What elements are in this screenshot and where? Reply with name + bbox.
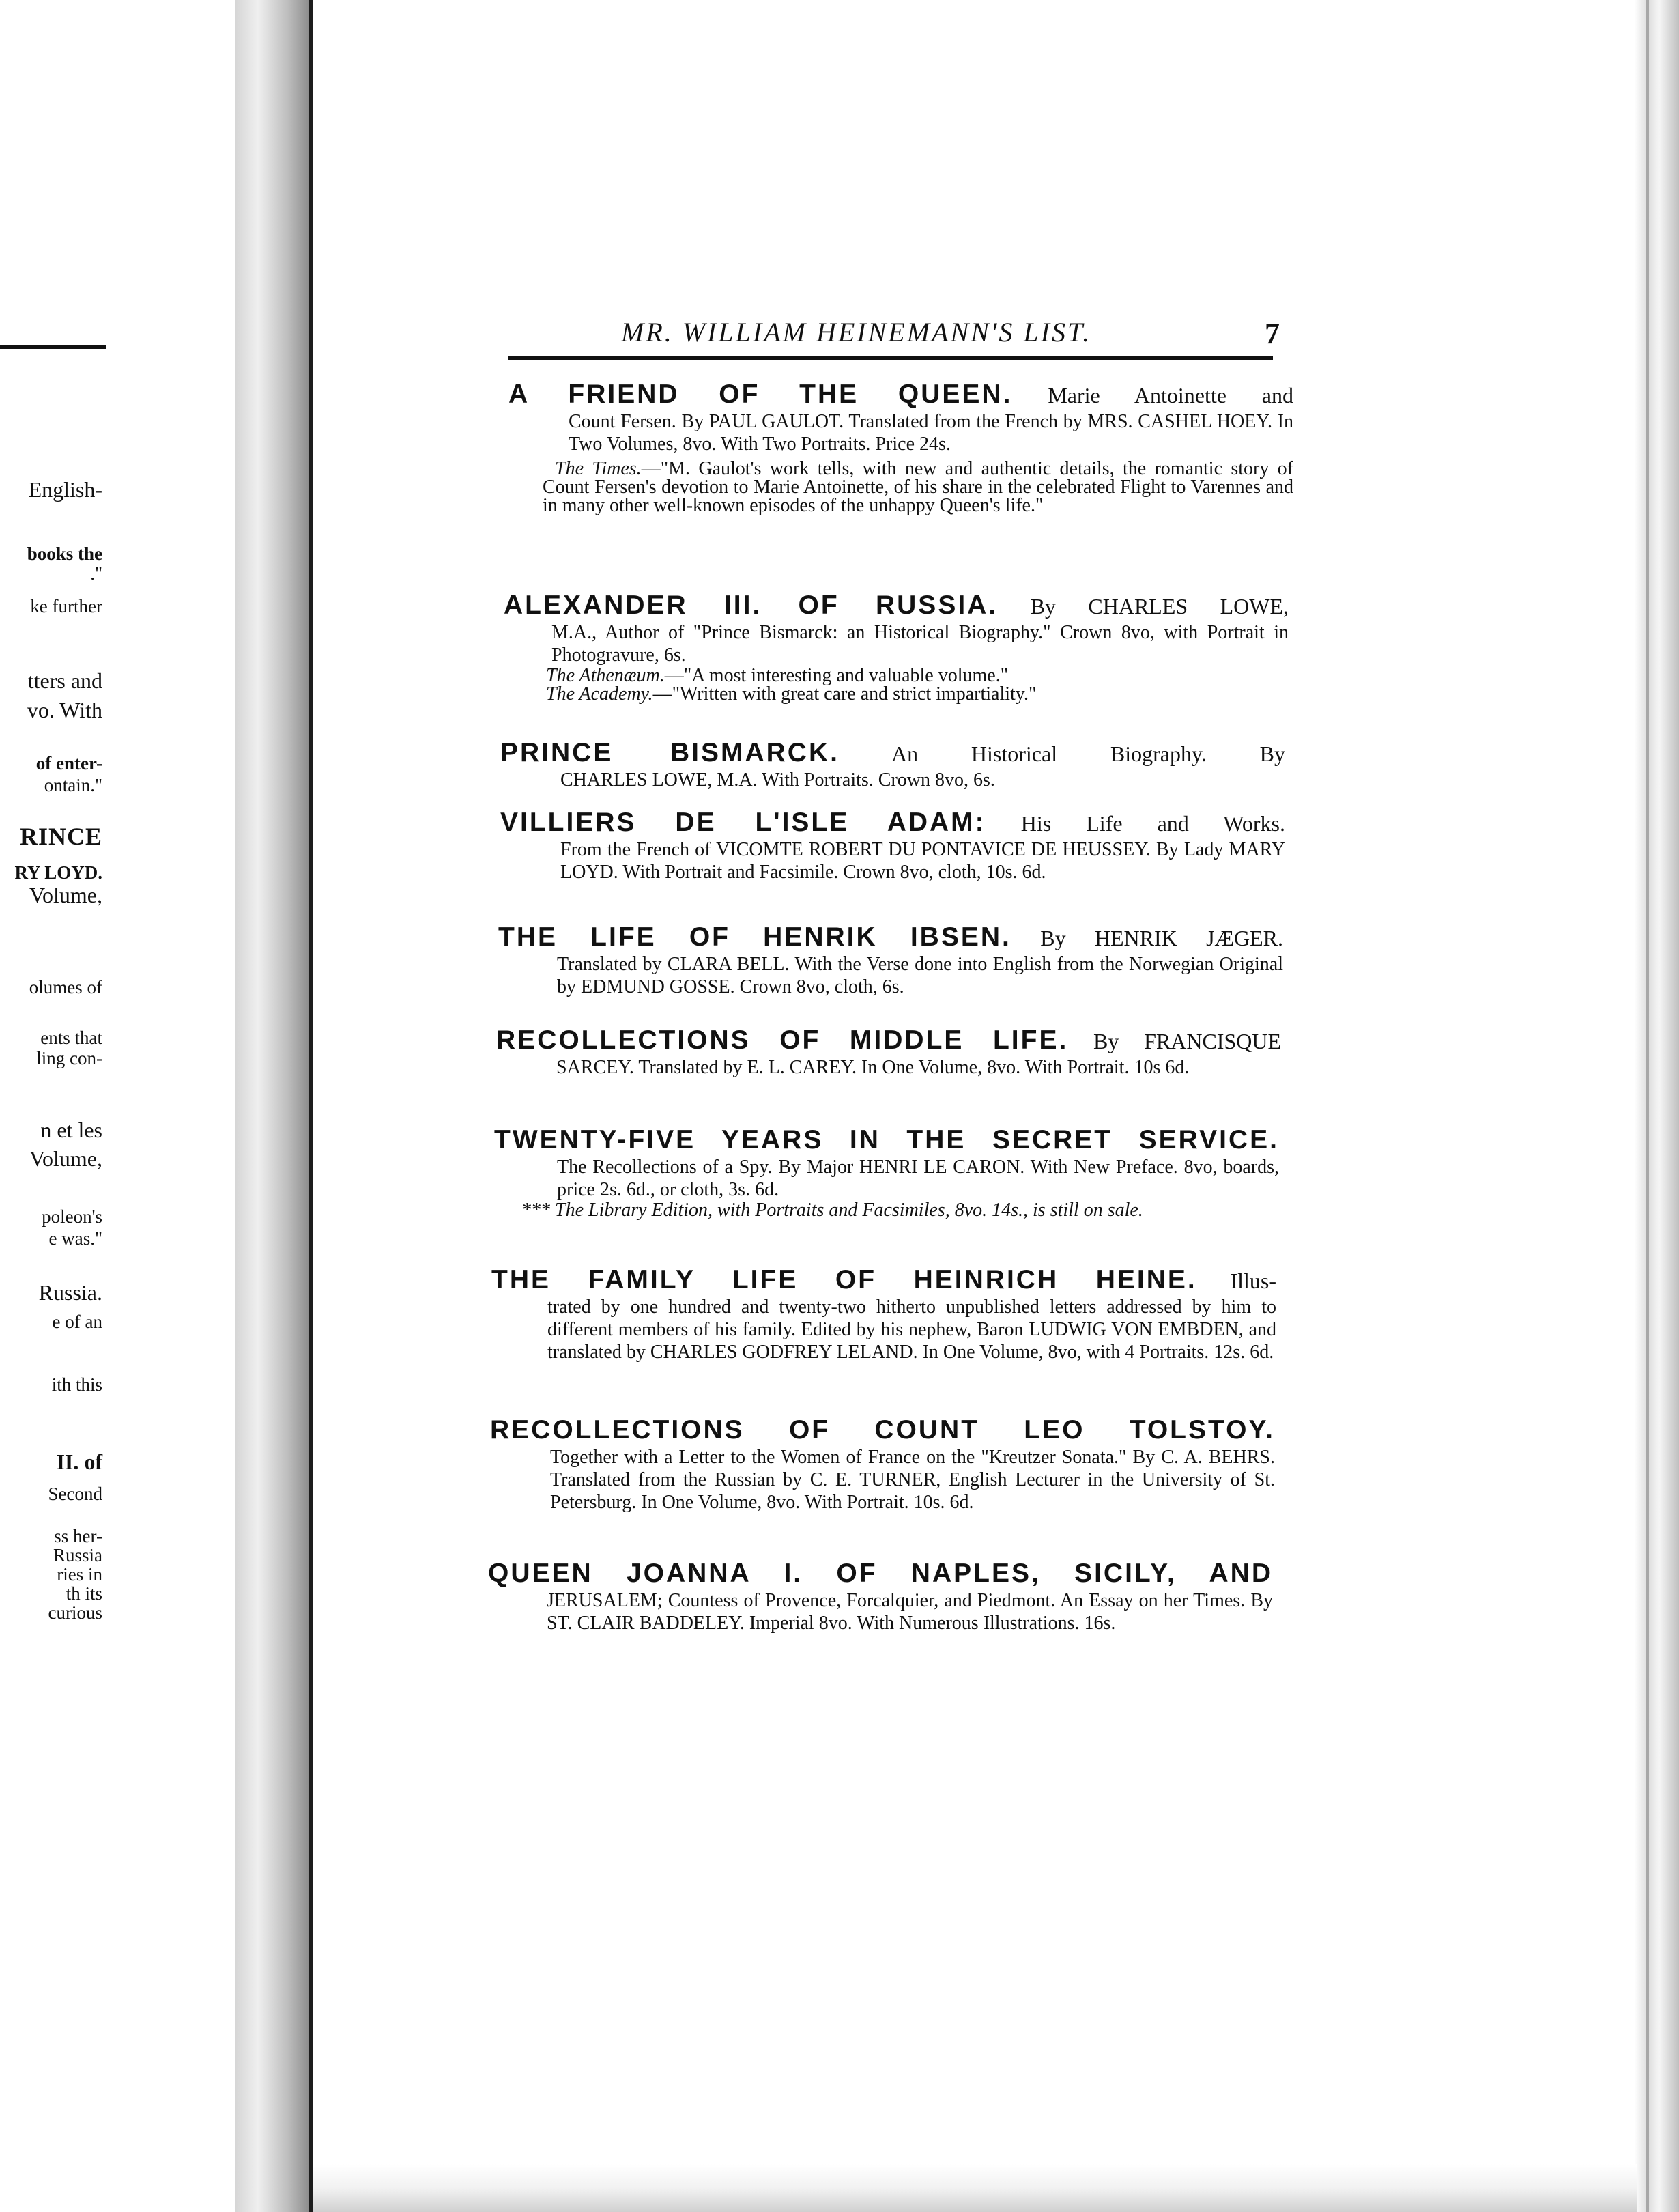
entry-heading [491,1265,1276,1296]
left-fragment: Second [48,1484,102,1504]
review-text: —"A most interesting and valuable volume." [664,665,1009,686]
entry-title: QUEEN JOANNA I. OF NAPLES, SICILY, AND [488,1559,1273,1588]
entry-heading-rest: An Historical Biography. By [891,741,1286,766]
left-fragment: ith this [51,1374,102,1395]
entry-title: TWENTY-FIVE YEARS IN THE SECRET SERVICE. [494,1125,1279,1154]
entry-heading [504,591,1289,621]
left-fragment: II. of [56,1449,102,1474]
left-fragment: ents that [40,1027,102,1048]
left-fragment: ke further [30,596,102,616]
book-entry [508,380,1293,515]
left-fragment: tters and [27,668,102,693]
entry-body: The Recollections of a Spy. By Major HENRI LE CARON. With New Preface. 8vo, boards, price 2s. 6d., or cloth, 3s. 6d. [557,1157,1279,1200]
review-quote [504,666,1289,685]
entry-title: RECOLLECTIONS OF COUNT LEO TOLSTOY. [490,1415,1275,1445]
left-fragment: Russia. [38,1280,102,1305]
entry-heading-rest: By FRANCISQUE [1093,1029,1282,1053]
entry-heading [500,738,1285,769]
entry-heading-rest: Marie Antoinette and [1048,383,1294,408]
running-title: MR. WILLIAM HEINEMANN'S LIST. [621,317,1092,348]
book-entry [504,591,1289,703]
entry-body: JERUSALEM; Countess of Provence, Forcalquier, and Piedmont. An Essay on her Times. By ST. CLAIR BADDELEY. Imperial 8vo. With Numerous Illustrations. 16s. [547,1590,1273,1634]
page-number: 7 [1265,317,1280,350]
entry-body: M.A., Author of "Prince Bismarck: an Historical Biography." Crown 8vo, with Portrait in Photogravure, 6s. [551,622,1289,666]
header-rule [508,356,1273,360]
entry-heading [500,808,1285,838]
review-text: —"Written with great care and strict impartiality." [652,683,1037,705]
book-entry [500,738,1285,791]
left-fragment: ontain." [44,775,102,795]
left-fragment: e was." [48,1228,102,1249]
entry-body: SARCEY. Translated by E. L. CAREY. In One Volume, 8vo. With Portrait. 10s 6d. [556,1057,1190,1078]
bottom-page-edge [313,2164,1637,2212]
page-gutter-shadow [235,0,311,2212]
review-text: —"M. Gaulot's work tells, with new and authentic details, the romantic story of Count Fersen's devotion to Marie Antoinette, of his share in the celebrated Flight to Varennes and in many other well-known episodes of the unhappy Queen's life." [543,458,1293,516]
entry-body: From the French of VICOMTE ROBERT DU PONTAVICE DE HEUSSEY. By Lady MARY LOYD. With Portrait and Facsimile. Crown 8vo, cloth, 10s. 6d. [560,839,1285,883]
left-fragment: books the [27,543,102,564]
left-fragment: poleon's [42,1206,102,1227]
entry-title: RECOLLECTIONS OF MIDDLE LIFE. [496,1025,1069,1055]
entry-title: VILLIERS DE L'ISLE ADAM: [500,808,986,837]
left-fragment: ries in [57,1564,102,1585]
entry-heading-rest: Illus- [1230,1268,1276,1293]
left-fragment: RY LOYD. [14,862,102,883]
left-fragment: curious [48,1602,102,1623]
entry-heading [494,1125,1279,1156]
entry-body: trated by one hundred and twenty-two hitherto unpublished letters addressed by him to different members of his family. Edited by his nephew, Baron LUDWIG VON EMBDEN, and translated by CHARLES GODFREY LELAND. In One Volume, 8vo, with 4 Portraits. 12s. 6d. [547,1296,1276,1363]
entry-heading [488,1559,1273,1589]
entry-body: CHARLES LOWE, M.A. With Portraits. Crown 8vo, 6s. [560,769,995,791]
entry-body: Together with a Letter to the Women of France on the "Kreutzer Sonata." By C. A. BEHRS. Translated from the Russian by C. E. TURNER, English Lecturer in the University of St. Petersburg. In One Volume, 8vo. With Portrait. 10s. 6d. [550,1447,1275,1513]
entry-heading [496,1025,1281,1056]
review-source: The Academy. [546,683,653,705]
entry-heading-rest: By CHARLES LOWE, [1030,594,1289,619]
book-entry [491,1265,1276,1363]
page-gutter-line [309,0,313,2212]
library-edition-note: *** The Library Edition, with Portraits and Facsimiles, 8vo. 14s., is still on sale. [521,1200,1143,1221]
left-fragment: ." [90,563,102,584]
entry-heading-rest: His Life and Works. [1020,811,1286,836]
left-fragment: e of an [52,1311,102,1332]
left-fragment: ss her- [54,1526,102,1546]
book-entry [494,1125,1279,1220]
left-page [0,0,235,2212]
book-entry [500,808,1285,883]
left-page-rule [0,345,106,349]
entry-body: Count Fersen. By PAUL GAULOT. Translated from the French by MRS. CASHEL HOEY. In Two Volumes, 8vo. With Two Portraits. Price 24s. [569,411,1293,455]
left-fragment: Volume, [29,1146,102,1171]
entry-title: THE FAMILY LIFE OF HEINRICH HEINE. [491,1265,1197,1294]
right-page-edge [1635,0,1679,2212]
left-fragment: vo. With [27,698,102,722]
entry-title: PRINCE BISMARCK. [500,738,840,767]
entry-heading [498,922,1283,953]
left-fragment: RINCE [19,823,102,850]
review-source: The Athenæum. [546,665,665,686]
entry-title: THE LIFE OF HENRIK IBSEN. [498,922,1011,952]
left-fragment: th its [66,1583,102,1604]
book-entry [498,922,1283,998]
entry-title: A FRIEND OF THE QUEEN. [508,380,1013,409]
review-quote [504,685,1289,703]
entry-heading [490,1415,1275,1446]
entry-heading-rest: By HENRIK JÆGER. [1040,926,1284,950]
left-fragment: English- [28,477,102,502]
entry-title: ALEXANDER III. OF RUSSIA. [504,591,999,620]
left-fragment: olumes of [29,977,102,997]
entry-body: Translated by CLARA BELL. With the Verse done into English from the Norwegian Original by EDMUND GOSSE. Crown 8vo, cloth, 6s. [557,954,1283,997]
left-fragment: Volume, [29,883,102,907]
entry-heading [508,380,1293,410]
left-fragment: of enter- [35,753,102,774]
book-entry [496,1025,1281,1079]
left-fragment: ling con- [36,1048,102,1068]
book-entry [488,1559,1273,1634]
left-fragment: Russia [53,1545,102,1565]
book-entry [490,1415,1275,1514]
right-page-edge-line [1646,0,1649,2212]
review-quote [508,459,1293,515]
review-source: The Times. [555,458,642,479]
left-fragment: n et les [40,1118,102,1142]
